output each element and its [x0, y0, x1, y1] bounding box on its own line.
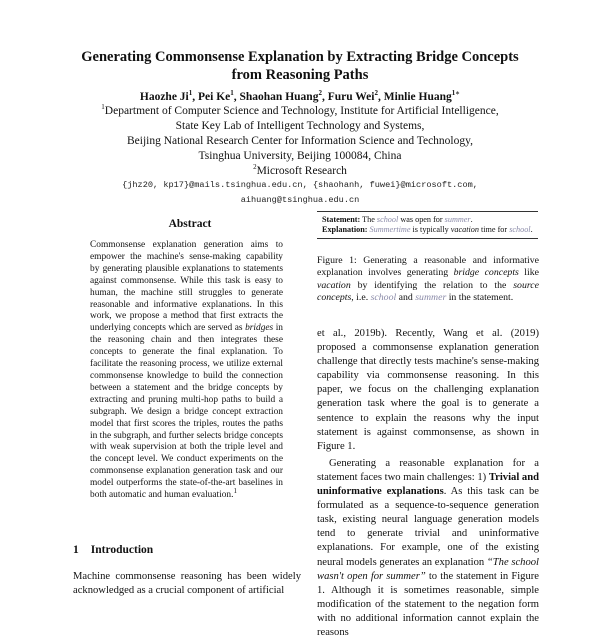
caption-text: Figure 1: Generating a reasonable and informative explanation involves generating — [317, 255, 539, 279]
footnote-mark: 1 — [233, 486, 237, 495]
abstract-text: Commonsense explanation generation aims to empower the machine's sense-making capability by generating plausible explanations to statements against commonsense. While this task is easy to human, the machine still struggles to generate reasonable and informative explanations. In this work, we propose a method that first extracts the underlying concepts which are served as — [90, 240, 283, 334]
body-paragraph: et al., 2019b). Recently, Wang et al. (2019) proposed a commonsense explanation generation challenge that directly tests machine's sense-making capability via commonsense reasoning. In this paper, we focus on the challenging explanation generation task where the goal is to generate a sentence to explain the reasons why the input statement is against commonsense, as shown in Figure 1. — [317, 328, 539, 452]
right-column-body — [317, 327, 539, 640]
abstract-heading: Abstract — [168, 218, 212, 230]
body-text: Generating a reasonable explanation for a statement faces two main challenges: 1) — [317, 457, 539, 483]
section-heading-introduction — [73, 544, 153, 556]
affiliation-mark: 2 — [253, 163, 257, 172]
caption-concept-school: school — [370, 292, 397, 304]
section-number: 1 — [73, 544, 79, 556]
affiliation-line: Beijing National Research Center for Information Science and Technology, — [127, 135, 473, 147]
abstract-body — [90, 240, 283, 502]
abstract-emphasis: bridges — [245, 323, 274, 334]
author-affiliation-mark: 2 — [318, 89, 322, 98]
caption-emphasis: vacation — [317, 279, 351, 291]
abstract-text-rest: in the reasoning chain and then integrates these concepts to generate the final explanation. To facilitate the reasoning process, we utilize external commonsense knowledge to build the connection between a statement and the bridge concepts by extracting and pruning multi-hop paths to build a subgraph. We design a bridge concept extraction model that first scores the triples, routes the paths in the subgraph, and further selects bridge concepts with weak supervision at both the triple level and the concept level. We conduct experiments on the commonsense explanation generation task and our model outperforms the state-of-the-art baselines in both automatic and human evaluation. — [90, 323, 283, 501]
author-list: Haozhe Ji$^1$, Pei Ke$^1$, Shaohan Huang$^2$, Furu Wei$^2$, Minlie Huang$^{1∗}$ — [139, 89, 461, 103]
affiliation-line: Tsinghua University, Beijing 100084, China — [198, 150, 402, 162]
paper-title — [40, 48, 560, 84]
title-line-2: from Reasoning Paths — [231, 67, 369, 83]
statement-text: . — [470, 215, 473, 224]
explanation-text: time for — [478, 225, 510, 235]
author-name: Shaohan Huang — [239, 91, 319, 103]
affiliations — [40, 104, 560, 179]
emails-line-2: aihuang@tsinghua.edu.cn — [240, 195, 360, 205]
author-name: Pei Ke — [198, 91, 231, 103]
caption-text: by identifying the relation to the — [350, 279, 514, 291]
author-affiliation-mark: 2 — [374, 89, 378, 98]
introduction-paragraph: Machine commonsense reasoning has been widely acknowledged as a crucial component of artificial — [73, 571, 301, 597]
figure-1-caption — [317, 255, 539, 305]
caption-emphasis: source concepts — [317, 279, 539, 304]
author-name: Furu Wei — [327, 91, 375, 103]
author-emails — [40, 178, 560, 208]
caption-text: in the statement. — [446, 292, 514, 304]
figure-1-example — [317, 211, 538, 239]
affiliation-mark: 1 — [101, 103, 105, 112]
author-name: Minlie Huang — [383, 91, 452, 103]
caption-concept-summer: summer — [415, 292, 447, 304]
section-title: Introduction — [90, 544, 154, 556]
source-concept-school: school — [376, 215, 399, 224]
concept-summertime: Summertime — [369, 225, 411, 235]
author-affiliation-mark: 1 — [188, 89, 193, 98]
statement-text: was open for — [398, 215, 445, 224]
body-bold: Trivial and uninformative explanations — [317, 471, 540, 498]
source-concept-school: school — [509, 225, 531, 235]
body-text: to the statement in Figure 1. Although it is sometimes reasonable, simple modification of the statement to the negation form with no additional information cannot explain the reasons — [317, 570, 539, 638]
explanation-text: is typically — [410, 225, 451, 235]
affiliation-line: $^2$Microsoft Research — [253, 163, 347, 177]
body-quote: “The school wasn't open for summer” — [317, 556, 539, 582]
statement-label: Statement: — [322, 215, 361, 224]
source-concept-summer: summer — [444, 215, 471, 224]
abstract-paragraph — [90, 240, 283, 502]
caption-text: like — [518, 267, 539, 279]
caption-text: , i.e. — [351, 292, 371, 304]
body-paragraph — [317, 457, 539, 640]
emails-line-1: {jhz20, kp17}@mails.tsinghua.edu.cn, {shaohanh, fuwei}@microsoft.com, — [122, 180, 478, 190]
affiliation-line: State Key Lab of Intelligent Technology and Systems, — [175, 120, 425, 132]
title-line-1: Generating Commonsense Explanation by Extracting Bridge Concepts — [81, 49, 519, 65]
statement-text: The — [360, 215, 377, 224]
affiliation-line: $^1$Department of Computer Science and Technology, Institute for Artificial Intelligence, — [101, 103, 499, 117]
figure-statement — [322, 215, 534, 225]
introduction-body — [73, 570, 301, 598]
body-text: . As this task can be formulated as a sequence-to-sequence generation task, existing neural language generation models tend to generate trivial and uninformative explanations. For example, one of the existing neural models generates an explanation — [317, 486, 539, 568]
explanation-label: Explanation: — [322, 225, 368, 235]
author-affiliation-mark: 1∗ — [451, 89, 461, 98]
explanation-text: . — [530, 225, 533, 235]
author-affiliation-mark: 1 — [230, 89, 234, 98]
bridge-concept-vacation: vacation — [450, 225, 479, 235]
author-name: Haozhe Ji — [139, 91, 189, 103]
caption-text: and — [396, 292, 416, 304]
figure-explanation — [322, 225, 534, 235]
caption-emphasis: bridge concepts — [453, 267, 519, 279]
